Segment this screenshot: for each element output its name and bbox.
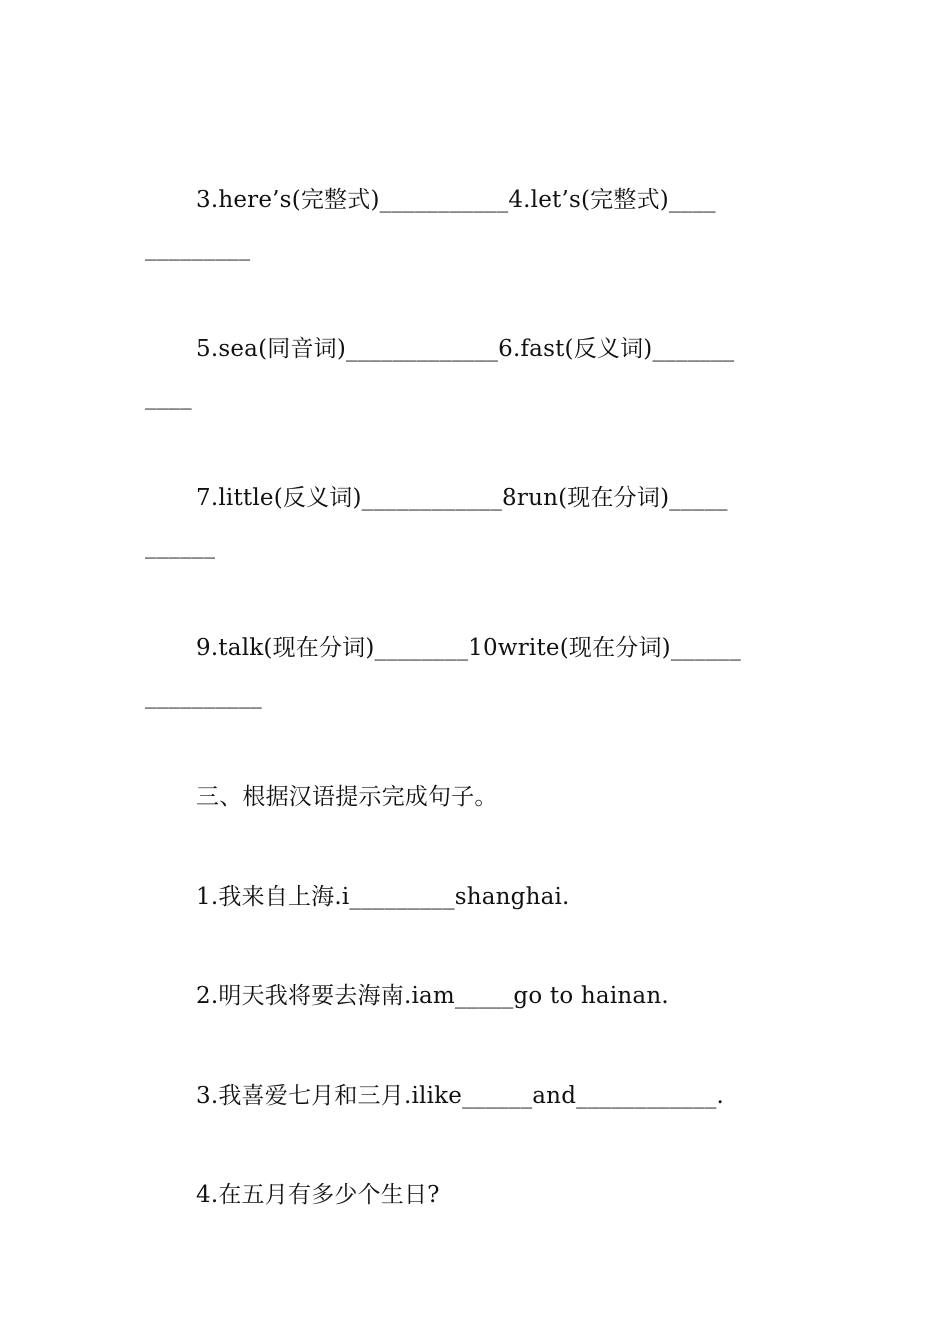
exercise-line-3-4: 3.here’s(完整式)___________4.let’s(完整式)____	[196, 187, 716, 213]
sentence-item-3: 3.我喜爱七月和三月.ilike______and____________.	[196, 1083, 725, 1109]
exercise-line-9-10-continuation: __________	[145, 683, 262, 709]
exercise-line-7-8: 7.little(反义词)____________8run(现在分词)_____	[196, 485, 728, 511]
exercise-line-5-6: 5.sea(同音词)_____________6.fast(反义词)_______	[196, 336, 735, 362]
sentence-item-1: 1.我来自上海.i_________shanghai.	[196, 884, 570, 910]
exercise-line-3-4-continuation: _________	[145, 235, 251, 261]
sentence-item-2: 2.明天我将要去海南.iam_____go to hainan.	[196, 983, 669, 1009]
exercise-line-7-8-continuation: ______	[145, 533, 216, 559]
sentence-item-4: 4.在五月有多少个生日?	[196, 1182, 440, 1208]
exercise-line-5-6-continuation: ____	[145, 384, 192, 410]
exercise-line-9-10: 9.talk(现在分词)________10write(现在分词)______	[196, 635, 742, 661]
section-heading: 三、根据汉语提示完成句子。	[196, 784, 498, 810]
